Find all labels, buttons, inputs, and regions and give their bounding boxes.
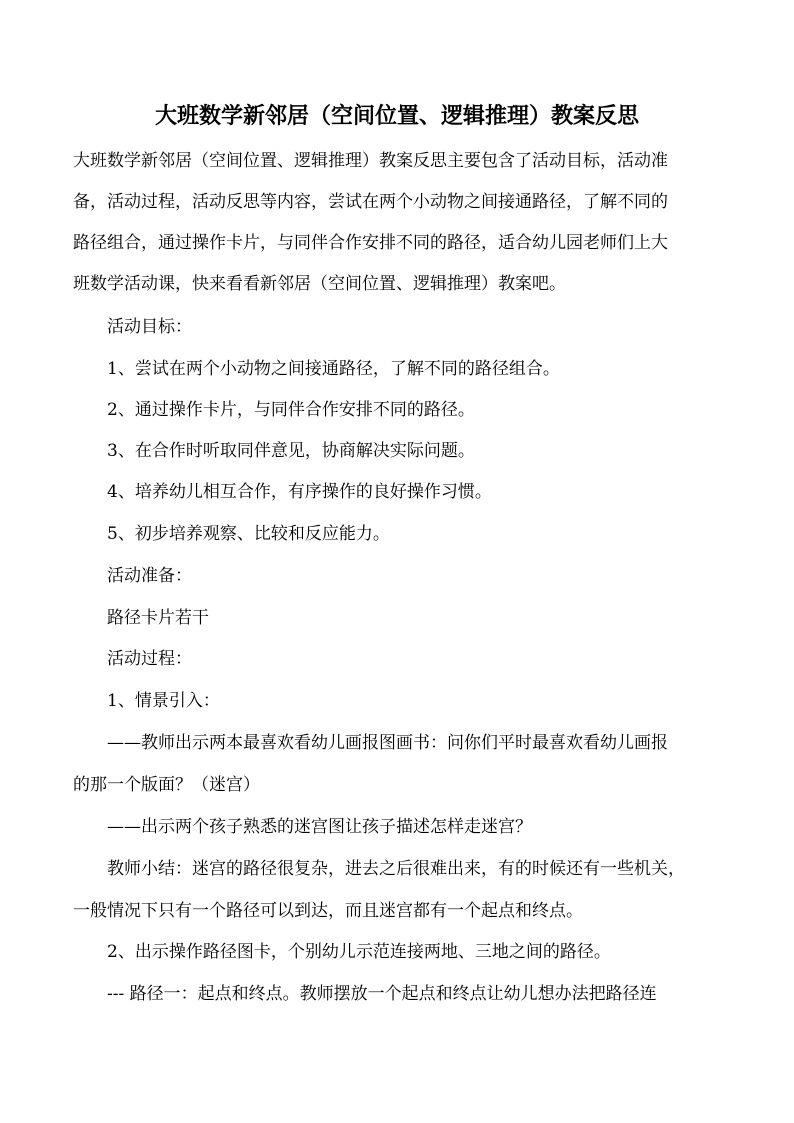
intro-line-3: 路径组合，通过操作卡片，与同伴合作安排不同的路径，适合幼儿园老师们上大 bbox=[73, 233, 668, 253]
step1-heading: 1、情景引入： bbox=[107, 691, 220, 711]
step1-para1-line1: ——教师出示两本最喜欢看幼儿画报图画书：问你们平时最喜欢看幼儿画报 bbox=[107, 733, 668, 753]
goals-heading: 活动目标： bbox=[107, 317, 192, 337]
goal-item-4: 4、培养幼儿相互合作，有序操作的良好操作习惯。 bbox=[107, 482, 492, 502]
step2-heading: 2、出示操作路径图卡，个别幼儿示范连接两地、三地之间的路径。 bbox=[107, 942, 611, 962]
intro-line-1: 大班数学新邻居（空间位置、逻辑推理）教案反思主要包含了活动目标，活动准 bbox=[73, 151, 668, 171]
process-heading: 活动过程： bbox=[107, 649, 192, 669]
goal-item-2: 2、通过操作卡片，与同伴合作安排不同的路径。 bbox=[107, 400, 475, 420]
goal-item-5: 5、初步培养观察、比较和反应能力。 bbox=[107, 524, 390, 544]
goal-item-1: 1、尝试在两个小动物之间接通路径，了解不同的路径组合。 bbox=[107, 359, 560, 379]
intro-line-4: 班数学活动课，快来看看新邻居（空间位置、逻辑推理）教案吧。 bbox=[73, 274, 566, 294]
step1-para1-line2: 的那一个版面？（迷宫） bbox=[73, 775, 260, 795]
intro-line-2: 备，活动过程，活动反思等内容，尝试在两个小动物之间接通路径，了解不同的 bbox=[73, 192, 668, 212]
step1-para2: ——出示两个孩子熟悉的迷宫图让孩子描述怎样走迷宫？ bbox=[107, 817, 532, 837]
prep-heading: 活动准备： bbox=[107, 566, 192, 586]
path1-line: --- 路径一：起点和终点。教师摆放一个起点和终点让幼儿想办法把路径连 bbox=[107, 984, 657, 1004]
prep-text: 路径卡片若干 bbox=[107, 608, 209, 628]
summary-line2: 一般情况下只有一个路径可以到达，而且迷宫都有一个起点和终点。 bbox=[73, 901, 583, 921]
goal-item-3: 3、在合作时听取同伴意见，协商解决实际问题。 bbox=[107, 441, 475, 461]
summary-line1: 教师小结：迷宫的路径很复杂，进去之后很难出来，有的时候还有一些机关， bbox=[107, 859, 685, 879]
document-title: 大班数学新邻居（空间位置、逻辑推理）教案反思 bbox=[154, 103, 639, 129]
